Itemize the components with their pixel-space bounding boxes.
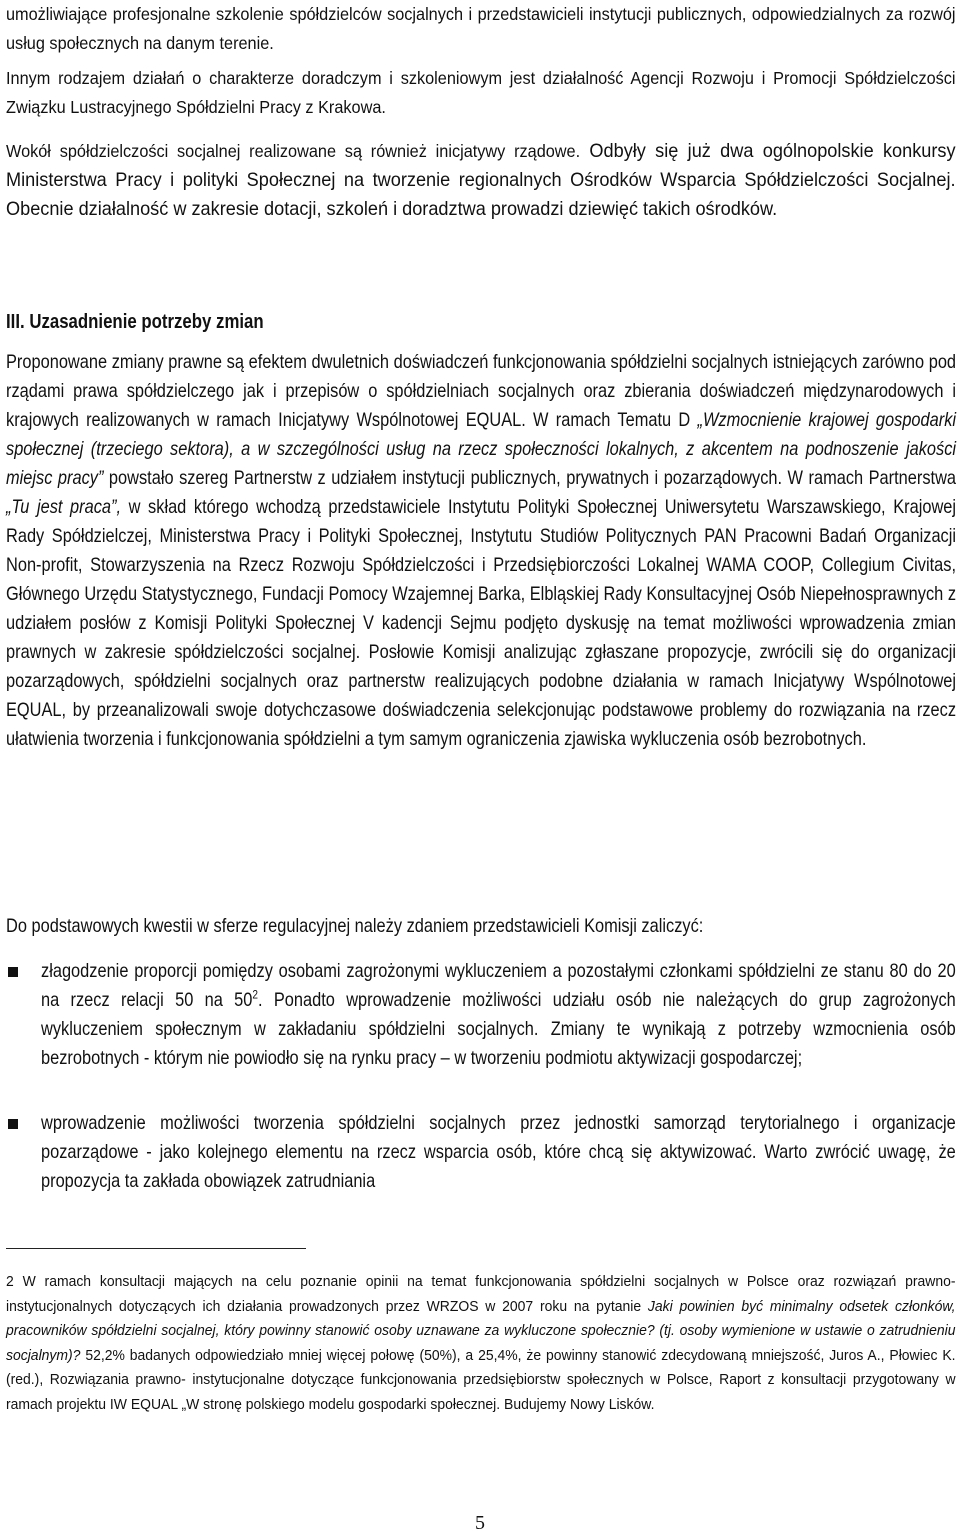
paragraph-intro (6, 0, 960, 58)
paragraph-agency (6, 64, 960, 122)
paragraph-text-italic: „Wzmocnienie krajowej gospodarki społecznej (trzeciego sektora), a w szczególności usług na rzecz społeczności lokalnych, z akcentem na podnoszenie jakości miejsc pracy” (6, 409, 957, 489)
section-heading (6, 308, 960, 337)
paragraph-text-part: Proponowane zmiany prawne są efektem dwuletnich doświadczeń funkcjonowania spółdzielni socjalnych istniejących zarówno pod rządami prawa spółdzielczego jak i przepisów o spółdzielniach socjalnych oraz zbierania doświadczeń międzynarodowych i krajowych realizowanych w ramach Inicjatywy Wspólnotowej EQUAL. W ramach Tematu D (6, 351, 957, 431)
paragraph-text-part: Wokół spółdzielczości socjalnej realizowane są również inicjatywy rządowe. (6, 141, 581, 161)
paragraph-text-part: powstało szereg Partnerstw z udziałem instytucji publicznych, prywatnych i pozarządowych. W ramach Partnerstwa (103, 467, 957, 489)
paragraph-government (6, 137, 960, 224)
footnote-text-part: W ramach konsultacji mających na celu poznanie opinii na temat funkcjonowania spółdzielni socjalnych w Polsce oraz rozwiązań prawno- instytucjonalnych dotyczących ich działania prowadzonych przez WRZOS w 2007 roku na pytanie (6, 1273, 956, 1315)
paragraph-text (6, 348, 956, 754)
paragraph-text-part: w skład którego wchodzą przedstawiciele Instytutu Polityki Społecznej Uniwersytetu Warszawskiego, Krajowej Rady Spółdzielczej, Ministerstwa Pracy i Polityki Społecznej, Instytutu Studiów Politycznych PAN Pracowni Badań Organizacji Non-profit, Stowarzyszenia na Rzecz Rozwoju Spółdzielczości i Przedsiębiorczości Lokalnej WAMA COOP, Collegium Civitas, Głównego Urzędu Statystycznego, Fundacji Pomocy Wzajemnej Barka, Elbląskiej Rady Konsultacyjnej Osób Niepełnosprawnych z udziałem posłów z Komisji Polityki Społecznej V kadencji Sejmu podjęto dyskusję na temat możliwości wprowadzenia zmian prawnych w zakresie spółdzielczości socjalnej. Posłowie Komisji analizując zgłaszane propozycje, zwrócili się do organizacji pozarządowych, spółdzielni socjalnych oraz partnerstw realizujących podobne działania w ramach Inicjatywy Wspólnotowej EQUAL, by przeanalizowali swoje dotychczasowe doświadczenia selekcjonując podstawowe problemy do rozwiązania na rzecz ułatwienia tworzenia i funkcjonowania spółdzielni a tym samym ograniczenia zjawiska wykluczenia osób bezrobotnych. (6, 496, 957, 750)
paragraph-key-issues (6, 912, 960, 941)
page-number: 5 (475, 1512, 485, 1534)
square-bullet-icon (8, 1119, 18, 1129)
footnote (6, 1270, 956, 1417)
footnote-text (6, 1270, 956, 1417)
square-bullet-icon (8, 967, 18, 977)
paragraph-text: Do podstawowych kwestii w sferze regulacyjnej należy zdaniem przedstawicieli Komisji zaliczyć: (6, 915, 704, 937)
paragraph-text: umożliwiające profesjonalne szkolenie spółdzielców socjalnych i przedstawicieli instytucji publicznych, odpowiedzialnych za rozwój usług społecznych na danym terenie. (6, 4, 956, 53)
footnote-divider (6, 1248, 306, 1249)
paragraph-text-part: Odbyły się już dwa ogólnopolskie konkursy Ministerstwa Pracy i polityki Społecznej na tworzenie regionalnych Ośrodków Wsparcia Spółdzielczości Socjalnej. Obecnie działalność w zakresie dotacji, szkoleń i doradztwa prowadzi dziewięć takich ośrodków. (6, 140, 956, 220)
footnote-reference[interactable]: 2 (252, 987, 259, 1002)
list-item-paragraph: wprowadzenie możliwości tworzenia spółdzielni socjalnych przez jednostki samorząd terytorialnego i organizacje pozarządowe - jako kolejnego elementu na rzecz wsparcia osób, które chcą się aktywizować. Warto zwrócić uwagę, że propozycja ta zakłada obowiązek zatrudniania (41, 1112, 956, 1192)
paragraph-text-italic: „Tu jest praca”, (6, 496, 122, 518)
footnote-text-part: 52,2% badanych odpowiedziało mniej więcej połowę (50%), a 25,4%, że powinny stanowić zdecydowaną mniejszość, Juros A., Płowiec K. (red.), Rozwiązania prawno- instytucjonalne dotyczące funkcjonowania przedsiębiorstw społecznych w Polsce, Raport z konsultacji przygotowany w ramach projektu IW EQUAL „W stronę polskiego modelu gospodarki społecznej. Budujemy Nowy Lisków. (6, 1346, 956, 1413)
list-item-text (41, 1109, 956, 1196)
paragraph-text (6, 137, 956, 224)
list-item-paragraph (41, 957, 956, 1073)
list-item-text-part: złagodzenie proporcji pomiędzy osobami zagrożonymi wykluczeniem a pozostałymi członkami spółdzielni ze stanu 80 do 20 na rzecz relacji 50 na 50 (41, 960, 956, 1011)
list-item-text (41, 957, 956, 1073)
footnote-number: 2 (6, 1273, 14, 1290)
paragraph-justification (6, 348, 960, 754)
paragraph-text: Innym rodzajem działań o charakterze doradczym i szkoleniowym jest działalność Agencji Rozwoju i Promocji Spółdzielczości Związku Lustracyjnego Spółdzielni Pracy z Krakowa. (6, 68, 956, 117)
section-heading-text: III. Uzasadnienie potrzeby zmian (6, 311, 264, 333)
list-item-text-part: . Ponadto wprowadzenie możliwości udziału osób nie należących do grup zagrożonych wykluczeniem społecznym w zakładaniu spółdzielni socjalnych. Zmiany te wynikają z potrzeby wzmocnienia osób bezrobotnych - którym nie powiodło się na rynku pracy – w tworzeniu podmiotu aktywizacji gospodarczej; (41, 989, 956, 1069)
footnote-text-italic: Jaki powinien być minimalny odsetek członków, pracowników spółdzielni socjalnej, który powinny stanowić osoby uznawane za wykluczone społecznie? (tj. osoby wymienione w ustawie o zatrudnieniu socjalnym)? (6, 1297, 956, 1364)
